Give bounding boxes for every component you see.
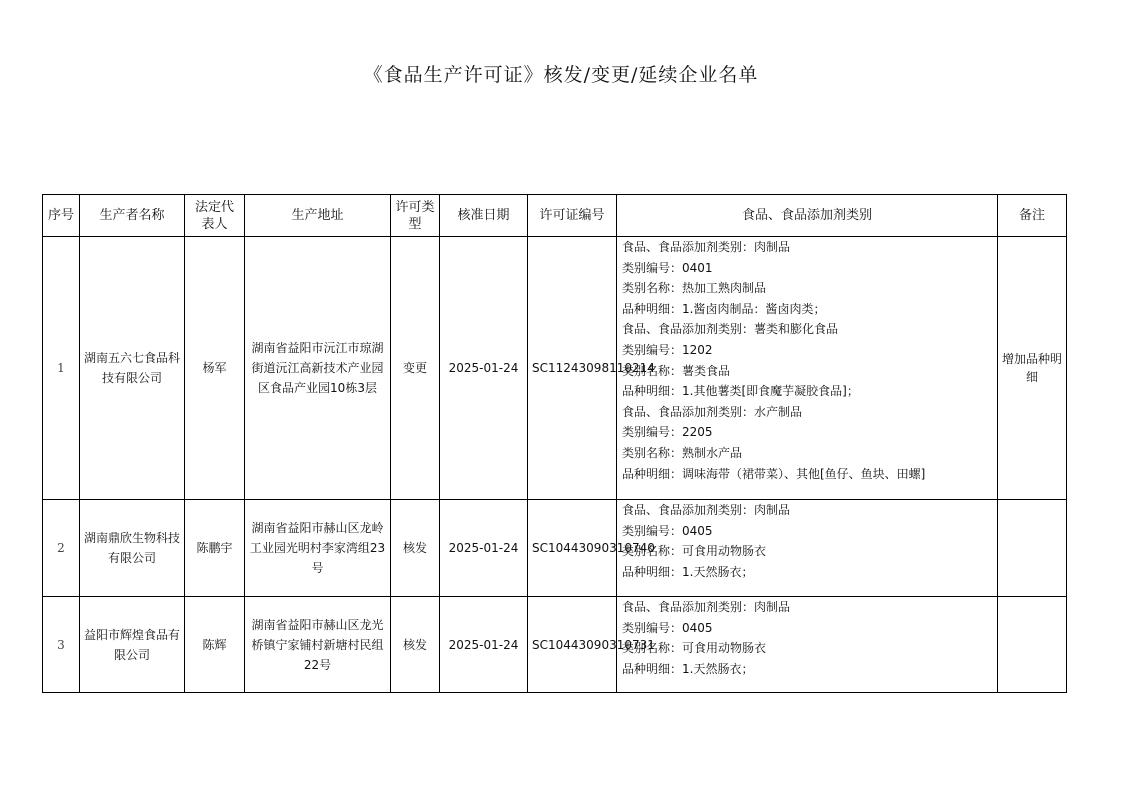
- permit-list-table: [42, 194, 1067, 693]
- header-category: 食品、食品添加剂类别: [617, 195, 998, 237]
- category-line: 品种明细：1.天然肠衣；: [622, 661, 754, 676]
- category-line: 品种明细：调味海带（裙带菜）、其他[鱼仔、鱼块、田螺]: [622, 466, 926, 481]
- cell-permit-no: SC10443090310731: [528, 597, 617, 693]
- category-line: 食品、食品添加剂类别：水产制品: [622, 404, 803, 419]
- cell-seq: 2: [43, 500, 80, 597]
- header-permit-type: 许可类型: [391, 195, 440, 237]
- header-legal-rep: 法定代表人: [185, 195, 245, 237]
- cell-category: [617, 500, 998, 597]
- category-line: 品种明细：1.其他薯类[即食魔芋凝胶食品]；: [622, 384, 859, 399]
- category-line: 食品、食品添加剂类别：肉制品: [622, 503, 791, 517]
- cell-permit-type: 核发: [391, 500, 440, 597]
- category-line: 类别名称：可食用动物肠衣: [622, 544, 767, 559]
- cell-address: 湖南省益阳市沅江市琼湖街道沅江高新技术产业园区食品产业园10栋3层: [245, 237, 391, 500]
- category-line: 品种明细：1.酱卤肉制品：酱卤肉类；: [622, 301, 826, 316]
- table-row: [43, 500, 1067, 597]
- header-seq: 序号: [43, 195, 80, 237]
- header-permit-no: 许可证编号: [528, 195, 617, 237]
- cell-address: 湖南省益阳市赫山区龙岭工业园光明村李家湾组23号: [245, 500, 391, 597]
- category-line: 类别编号：0405: [622, 620, 713, 635]
- cell-category: [617, 237, 998, 500]
- category-line: 类别名称：熟制水产品: [622, 445, 743, 460]
- cell-approval-date: 2025-01-24: [440, 500, 528, 597]
- cell-category: [617, 597, 998, 693]
- category-line: 食品、食品添加剂类别：薯类和膨化食品: [622, 322, 839, 337]
- cell-permit-type: 变更: [391, 237, 440, 500]
- table-header: [43, 195, 1067, 237]
- cell-producer: 益阳市辉煌食品有限公司: [80, 597, 185, 693]
- document-title: 《食品生产许可证》核发/变更/延续企业名单: [363, 64, 759, 86]
- header-remarks: 备注: [998, 195, 1067, 237]
- cell-address: 湖南省益阳市赫山区龙光桥镇宁家铺村新塘村民组22号: [245, 597, 391, 693]
- category-line: 品种明细：1.天然肠衣；: [622, 564, 754, 579]
- cell-legal-rep: 陈鹏宇: [185, 500, 245, 597]
- cell-remarks: [998, 597, 1067, 693]
- category-line: 食品、食品添加剂类别：肉制品: [622, 600, 791, 614]
- category-line: 类别名称：热加工熟肉制品: [622, 281, 767, 296]
- cell-permit-type: 核发: [391, 597, 440, 693]
- category-line: 类别名称：可食用动物肠衣: [622, 641, 767, 656]
- header-approval-date: 核准日期: [440, 195, 528, 237]
- category-line: 类别编号：0405: [622, 523, 713, 538]
- cell-approval-date: 2025-01-24: [440, 237, 528, 500]
- cell-legal-rep: 陈辉: [185, 597, 245, 693]
- cell-seq: 1: [43, 237, 80, 500]
- cell-approval-date: 2025-01-24: [440, 597, 528, 693]
- cell-permit-no: SC10443090310740: [528, 500, 617, 597]
- cell-producer: 湖南鼎欣生物科技有限公司: [80, 500, 185, 597]
- table-body: [43, 237, 1067, 693]
- cell-remarks: [998, 500, 1067, 597]
- header-row: [43, 195, 1067, 237]
- cell-remarks: 增加品种明细: [998, 237, 1067, 500]
- category-line: 类别编号：2205: [622, 425, 713, 440]
- category-line: 类别名称：薯类食品: [622, 363, 731, 378]
- cell-seq: 3: [43, 597, 80, 693]
- cell-legal-rep: 杨军: [185, 237, 245, 500]
- header-producer: 生产者名称: [80, 195, 185, 237]
- category-line: 食品、食品添加剂类别：肉制品: [622, 240, 791, 254]
- table-row: [43, 597, 1067, 693]
- cell-permit-no: SC11243098110214: [528, 237, 617, 500]
- category-line: 类别编号：1202: [622, 342, 713, 357]
- header-address: 生产地址: [245, 195, 391, 237]
- table-row: [43, 237, 1067, 500]
- cell-producer: 湖南五六七食品科技有限公司: [80, 237, 185, 500]
- category-line: 类别编号：0401: [622, 260, 713, 275]
